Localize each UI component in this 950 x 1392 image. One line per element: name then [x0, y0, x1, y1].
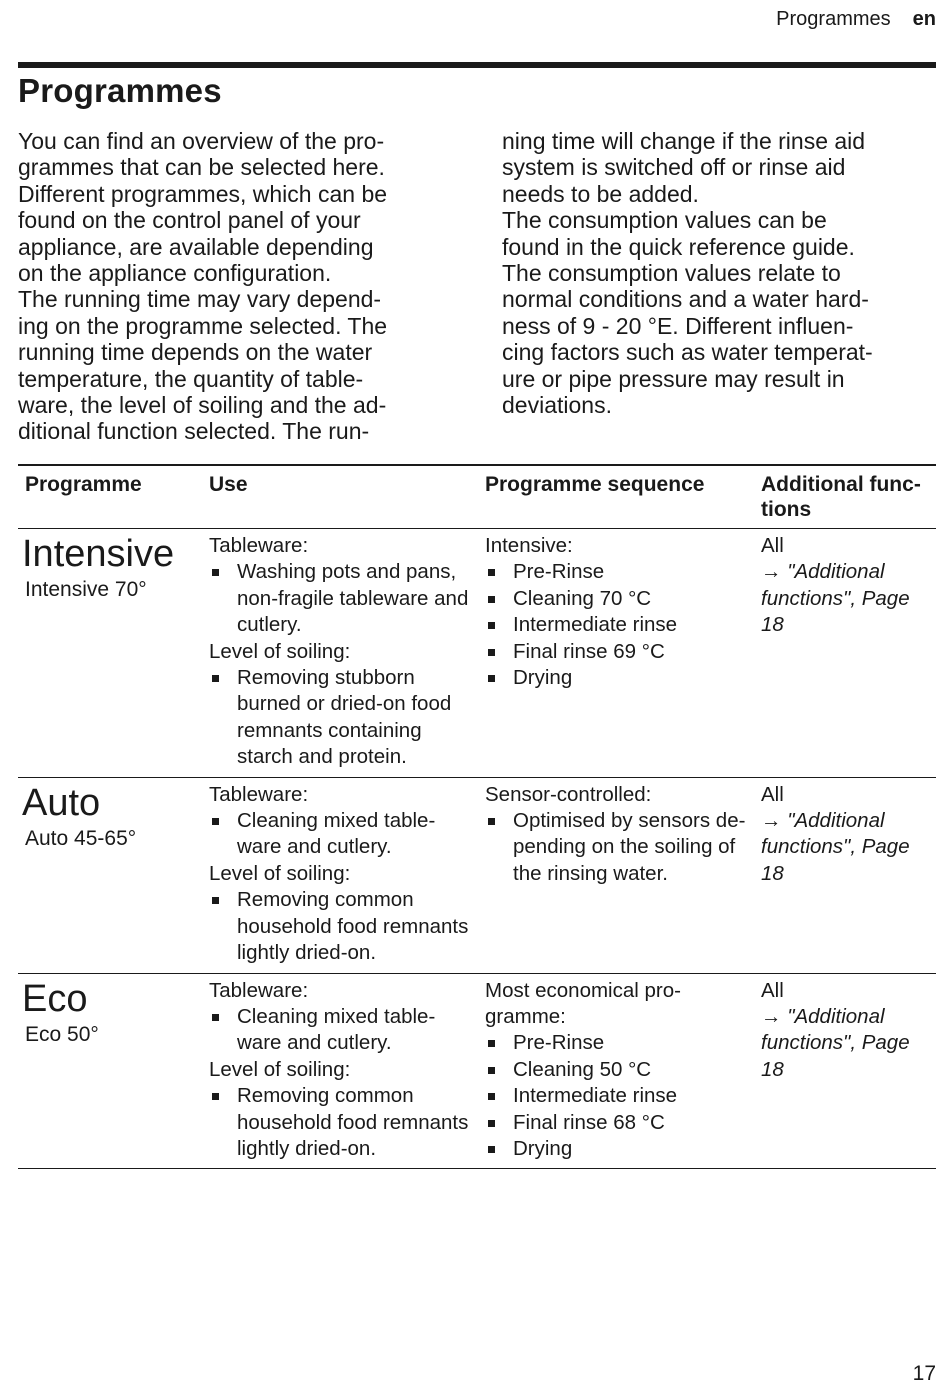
intro-line: The consumption values can be	[502, 207, 827, 234]
programme-name: Eco	[22, 977, 88, 1020]
list-item: Drying	[485, 1136, 748, 1162]
soiling-label: Level of soiling:	[209, 861, 351, 885]
intro-line: on the appliance configuration.	[18, 260, 332, 287]
list-item: Cleaning 50 °C	[485, 1057, 748, 1083]
page-number: 17	[912, 1362, 936, 1385]
use-cell	[202, 973, 478, 1169]
arrow-right-icon: →	[761, 560, 782, 584]
list-item: Removing common household food remnants lightly dried-on.	[209, 887, 472, 966]
sequence-cell	[478, 529, 754, 778]
header-sequence: Programme sequence	[478, 465, 754, 529]
programme-name: Auto	[22, 781, 101, 824]
intro-line: ning time will change if the rinse aid	[502, 128, 866, 154]
intro-column-right	[502, 128, 932, 418]
additional-all: All	[761, 782, 784, 806]
intro-line: The consumption values relate to	[502, 260, 841, 287]
sequence-label: Intensive:	[485, 534, 573, 557]
programme-temperature: Auto 45-65°	[25, 826, 137, 850]
intro-line: normal conditions and a water hard-	[502, 286, 869, 313]
table-row	[18, 973, 936, 1169]
header-programme: Programme	[18, 465, 202, 529]
list-item: Final rinse 69 °C	[485, 639, 748, 665]
intro-line: found on the control panel of your	[18, 207, 361, 234]
programme-table	[18, 464, 936, 1169]
intro-line: found in the quick reference guide.	[502, 233, 855, 260]
additional-cell	[754, 973, 936, 1169]
additional-all: All	[761, 534, 784, 557]
arrow-right-icon: →	[761, 1004, 782, 1028]
intro-line: You can find an overview of the pro-	[18, 128, 385, 154]
list-item: Pre-Rinse	[485, 559, 748, 585]
cross-reference-link[interactable]	[761, 1004, 930, 1083]
list-item: Intermediate rinse	[485, 612, 748, 638]
programme-name: Intensive	[22, 533, 175, 575]
cross-reference-text: "Additional functions", Page 18	[761, 560, 910, 637]
cross-reference-text: "Additional functions", Page 18	[761, 1004, 910, 1081]
use-cell	[202, 777, 478, 973]
header-rule	[18, 62, 936, 68]
list-item: Washing pots and pans, non-fragile tableware and cutlery.	[209, 559, 472, 638]
intro-line: system is switched off or rinse aid	[502, 154, 846, 181]
header-use: Use	[202, 465, 478, 529]
sequence-label: Sensor-controlled:	[485, 782, 652, 806]
intro-line: appliance, are available depending	[18, 233, 374, 260]
soiling-label: Level of soiling:	[209, 1057, 351, 1081]
intro-line: cing factors such as water temperat-	[502, 339, 873, 366]
intro-line: ware, the level of soiling and the ad-	[18, 392, 387, 419]
running-header-section: Programmes	[776, 8, 891, 30]
intro-line: temperature, the quantity of table-	[18, 365, 364, 392]
intro-line: ness of 9 - 20 °E. Different influen-	[502, 312, 854, 339]
list-item: Final rinse 68 °C	[485, 1110, 748, 1136]
list-item: Removing common household food remnants lightly dried-on.	[209, 1083, 472, 1162]
soiling-label: Level of soiling:	[209, 639, 351, 663]
sequence-cell	[478, 777, 754, 973]
arrow-right-icon: →	[761, 809, 782, 833]
programme-cell	[18, 529, 202, 778]
tableware-label: Tableware:	[209, 782, 309, 806]
list-item: Removing stubborn burned or dried-on food remnants containing starch and protein.	[209, 665, 472, 771]
programme-cell	[18, 973, 202, 1169]
language-code: en	[912, 8, 936, 30]
programme-cell	[18, 777, 202, 973]
intro-line: grammes that can be selected here.	[18, 154, 385, 181]
programme-temperature: Intensive 70°	[25, 578, 147, 601]
tableware-label: Tableware:	[209, 534, 309, 557]
sequence-cell	[478, 973, 754, 1169]
additional-all: All	[761, 978, 784, 1002]
cross-reference-text: "Additional functions", Page 18	[761, 809, 910, 885]
intro-line: Different programmes, which can be	[18, 180, 388, 207]
list-item: Cleaning mixed table-ware and cutlery.	[209, 1004, 472, 1057]
list-item: Intermediate rinse	[485, 1083, 748, 1109]
additional-cell	[754, 529, 936, 778]
intro-line: The running time may vary depend-	[18, 286, 382, 313]
intro-line: ing on the programme selected. The	[18, 312, 388, 339]
intro-line: ure or pipe pressure may result in	[502, 365, 845, 392]
cross-reference-link[interactable]	[761, 559, 930, 638]
tableware-label: Tableware:	[209, 978, 309, 1002]
intro-line: needs to be added.	[502, 180, 699, 207]
sequence-label: Most economical pro-gramme:	[485, 978, 681, 1028]
list-item: Optimised by sensors de-pending on the soiling of the rinsing water.	[485, 808, 748, 887]
intro-column-left	[18, 128, 448, 445]
intro-line: ditional function selected. The run-	[18, 418, 370, 445]
use-cell	[202, 529, 478, 778]
intro-line: running time depends on the water	[18, 339, 373, 366]
cross-reference-link[interactable]	[761, 808, 930, 887]
table-header-row	[18, 465, 936, 529]
table-row	[18, 777, 936, 973]
list-item: Drying	[485, 665, 748, 691]
programme-temperature: Eco 50°	[25, 1022, 99, 1046]
additional-cell	[754, 777, 936, 973]
list-item: Cleaning 70 °C	[485, 586, 748, 612]
intro-line: deviations.	[502, 392, 612, 419]
header-additional: Additional func- tions	[754, 465, 936, 529]
table-row	[18, 529, 936, 778]
running-header	[776, 8, 936, 31]
list-item: Pre-Rinse	[485, 1030, 748, 1056]
page-title: Programmes	[18, 72, 222, 109]
list-item: Cleaning mixed table-ware and cutlery.	[209, 808, 472, 861]
